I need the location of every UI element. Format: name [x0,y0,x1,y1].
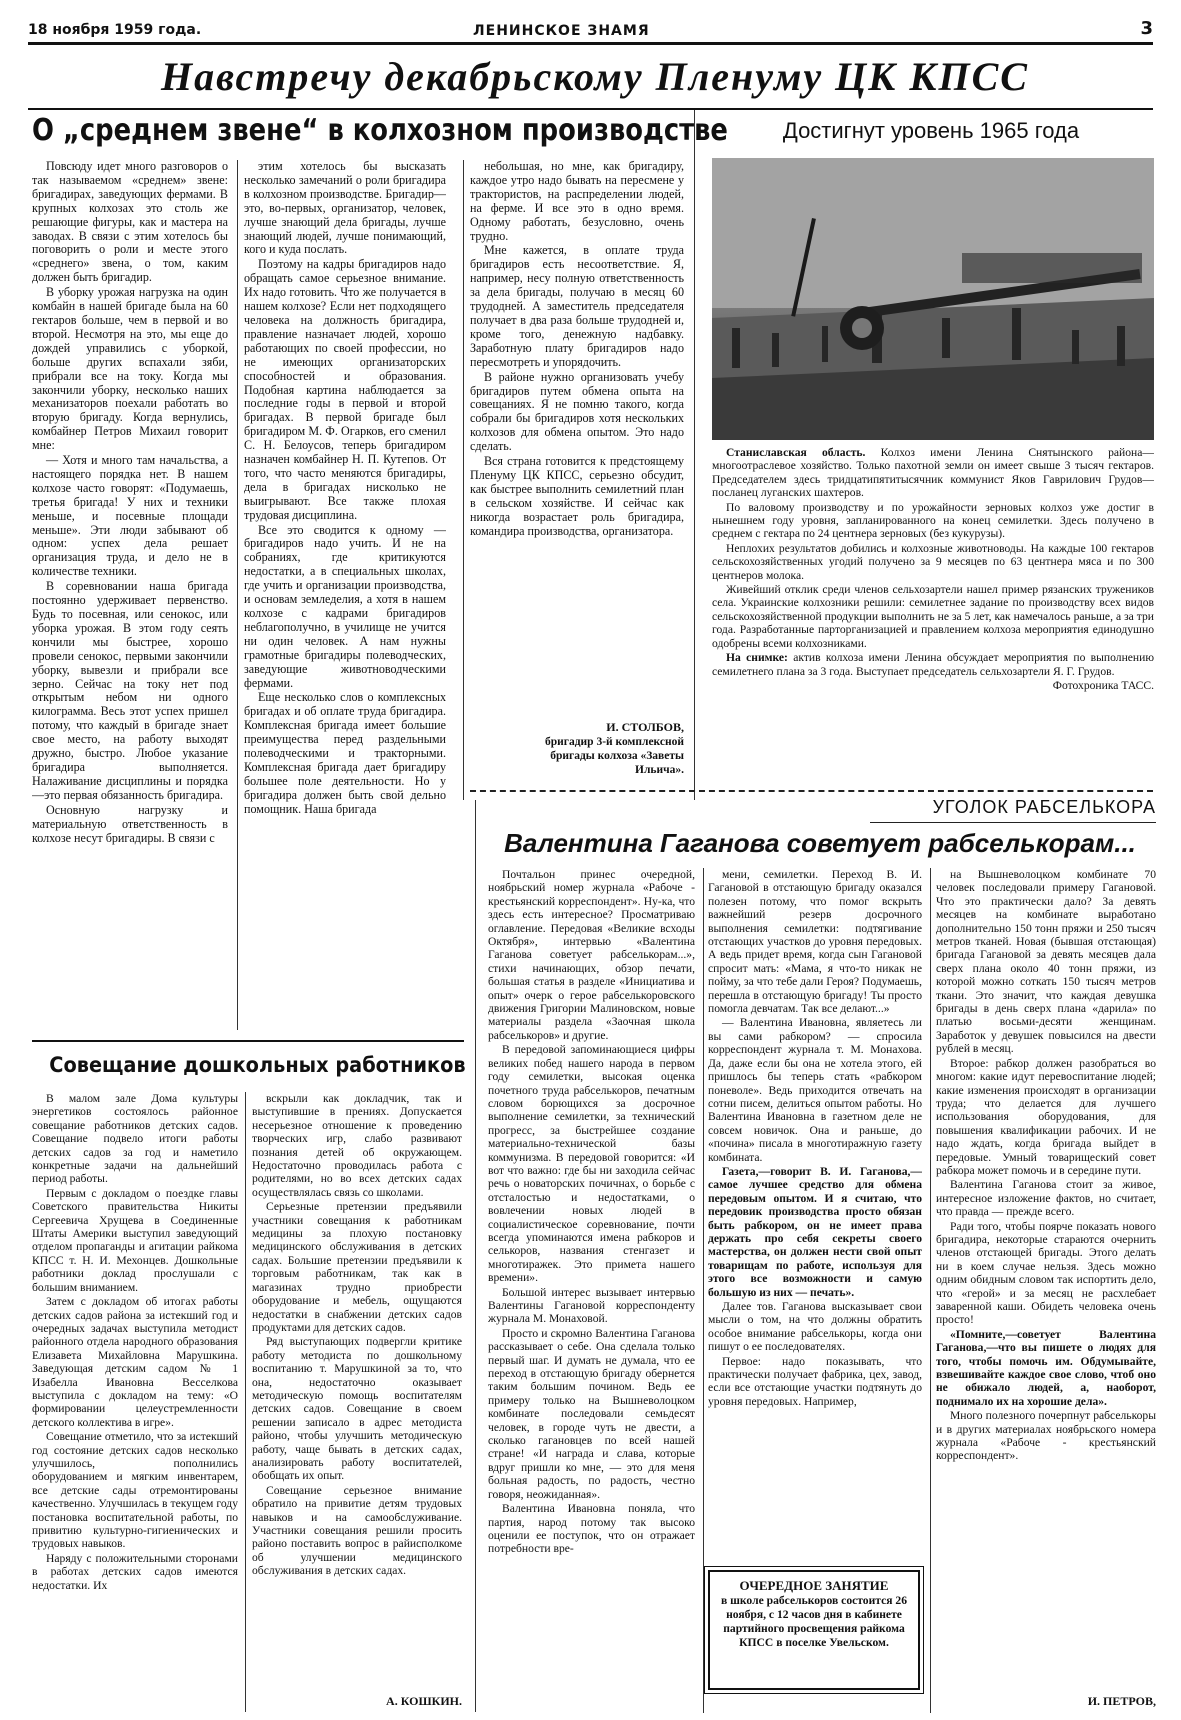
paragraph: В уборку урожая нагрузка на один комбайн в нашей бригаде была на 60 гектаров больше, чем в первой и во второй. Несмотря на это, мы еще до дождей управились с уборкой, больше других вспахали зяби, прибрали все на току. Когда мы закончили уборку, несколько наших механизаторов поехали работать во вторую бригаду. Когда вернулись, комбайнер Петров Михаил говорит мне: [32,285,228,453]
paragraph: Еще несколько слов о комплексных бригадах и об оплате труда бригадира. Комплексная бригада имеет большие преимущества перед раздельными полеводческими и тракторными. Комплексная бригада дает бригадиру большее поле деятельности. Но у бригадира должен быть свой дельно помощник. Наша бригада [244,690,446,816]
article1-headline: О „среднем звене“ в колхозном производстве [32,113,728,148]
paragraph: Все это сводится к одному — бригадиров надо учить. И не на собраниях, где критикуются недостатки, а в специальных школах, где учить и организации производства, и основам земледелия, а хотя в нашем колхозе с кадрами бригадиров неблагополучно, в училище не учится ни один человек. А нам нужны грамотные бригадиры полеводческих, заведующие животноводческими фермами. [244,522,446,690]
column-divider [475,800,476,1712]
article1-signature: И. СТОЛБОВ, [606,720,684,734]
column-divider [463,160,464,800]
photo-caption [712,446,1154,500]
notice-box [708,1570,920,1690]
paragraph: Валентина Гаганова стоит за живое, интересное изложение фактов, но считает, что правда — прежде всего. [936,1178,1156,1219]
paragraph: Первым с докладом о поездке главы Советского правительства Никиты Сергеевича Хрущева в Соединенные Штаты Америки выступил заведующий отделом пропаганды и агитации райкома КПСС т. Н. И. Мехонцев. Дошкольные работники доклад прослушали с большим вниманием. [32,1186,238,1294]
paragraph: Газета,—говорит В. И. Гаганова,—самое лучшее средство для обмена передовым опытом. И я считаю, что передовик производства просто обязан быть рабкором, он не имеет права держать про себя секреты своего мастерства, он должен нести свой опыт товарищам по работе, используя для этого все возможности и самую большую из них — печать». [708,1164,922,1299]
banner: Навстречу декабрьскому Пленуму ЦК КПСС [161,54,1029,99]
paragraph: Большой интерес вызывает интервью Валентины Гагановой корреспонденту журнала М. Монаховой. [488,1285,695,1326]
paragraph: Валентина Ивановна поняла, что партия, народ потому так высоко оценили ее поступок, что он отражает потребности вре- [488,1502,695,1556]
paragraph: «Помните,—советует Валентина Гаганова,—что вы пишете о людях для того, чтобы помочь им. Обдумывайте, взвешивайте каждое свое слово, чтоб оно не обижало людей, а, наоборот, поднимало их на хорошие дела». [936,1327,1156,1408]
paragraph: Наряду с положительными сторонами в работах детских садов имеются недостатки. Их [32,1551,238,1592]
paragraph: Повсюду идет много разговоров о так называемом «среднем» звене: бригадирах, заведующих фермами. В крупных колхозах это столь же решающие фигуры, как и мастера на заводах. В связи с этим хотелось бы поговорить о роли и месте этого «среднего» звена, о том, каким должен быть бригадир. [32,160,228,285]
paragraph: В районе нужно организовать учебу бригадиров путем обмена опыта на совещаниях. Я не помню такого, когда собрали бы бригадиров хотя нескольких колхозов для обмена опытом. Это надо сделать. [470,369,684,454]
notice-title: ОЧЕРЕДНОЕ ЗАНЯТИЕ [739,1578,889,1593]
paragraph: этим хотелось бы высказать несколько замечаний о роли бригадира в колхозном производстве. Бригадир—это, во-первых, организатор, человек, лучше знающий дела бригады, лучше знающий людей, лучше понимающий, кого и куда послать. [244,160,446,257]
paragraph: Поэтому на кадры бригадиров надо обращать самое серьезное внимание. Их надо готовить. Что же получается в нашем колхозе? Если нет подходящего человека на должность бригадира, правление назначает людей, хорошо работающих по своей профессии, но не имеющих организаторских способностей и образования. Подобная картина наблюдается за последние годы в первой и второй бригадах. В первой бригаде был бригадиром М. Ф. Огарков, его сменил С. Н. Белоусов, теперь бригадиром назначен комбайнер Н. П. Кутепов. От того, что часто меняются бригадиры, дела в бригадах нисколько не выигрывают. Все также плохая трудовая дисциплина. [244,257,446,522]
corner-col1 [488,868,695,1716]
photo-credit: Фотохроника ТАСС. [1052,678,1154,692]
corner-rule [870,822,1156,823]
paragraph: Просто и скромно Валентина Гаганова рассказывает о себе. Она сделала только первый шаг. И думать не думала, что ее переход в отстающую бригаду обернется таким большим почином. Ведь ее примеру только на Вышневолоцком комбинате последовали семьдесят человек, в городе чуть не двести, а сколько гагановцев по всей нашей стране! «И награда и слава, которые вдруг пришли ко мне, — это для меня больная радость, по радость, честно говоря, неожиданная». [488,1326,695,1501]
photo-scene-graphic [712,158,1154,440]
column-divider [694,110,695,800]
corner-col2 [708,868,922,1558]
paragraph: — Валентина Ивановна, являетесь ли вы сами рабкором? — спросила корреспондент журнала т. М. Монахова. Да, даже если бы она не хотела этого, ей пришлось бы теперь стать «рабкором поневоле». Ведь приходится отвечать на сотни писем, делиться опытом работы. Но Валентина Ивановна в газетном деле не совсем новичок. Она и раньше, до «почина» писала в многотиражную газету комбината. [708,1016,922,1164]
paragraph: Основную нагрузку и материальную ответственность в колхозе несут бригадиры. В связи с [32,802,228,845]
paragraph: Далее тов. Гаганова высказывает свои мысли о том, на что должны обратить особое внимание рабселькоры, когда они пишут о ее последователях. [708,1300,922,1354]
notice-text: в школе рабселькоров состоится 26 ноября, с 12 часов дня в кабинете партийного просвещения райкома КПСС в поселке Увельском. [720,1594,908,1649]
paragraph: В передовой запоминающиеся цифры великих побед нашего народа в первом году семилетки, высокая оценка почетного труда рабселькоров, печатным словом борющихся за досрочное выполнение семилетки, за технический прогресс, за быстрейшее создание материально-технической базы коммунизма. В передовой говорится: «И вот что важно: где бы ни заходила сейчас речь о новаторских почичнах, о борьбе с отсталостью и недостатками, о вовлечении новых людей в социалистическое соревнование, почти всегда упоминаются имена рабкоров и селькоров, названия стенгазет и многотиражек. Это примета нашего времени». [488,1043,695,1285]
column-divider [237,160,238,1030]
paragraph: Серьезные претензии предъявили участники совещания к работникам медицины за плохую постановку медицинского обслуживания в детских садах. Большие претензии предъявили к торговым работникам, так как в магазинах трудно приобрести оборудование и мебель, ощущаются недостатки в снабжении детских садов продуктами для детских садов. [252,1200,462,1334]
article3-headline: Совещание дошкольных работников [49,1053,466,1077]
paragraph: Второе: рабкор должен разобраться во многом: какие идут перевоспитание людей; какие изменения происходят в организации труда; что делается для лучшего использования оборудования, для повышения квалификации рабочих. И не надо ждать, когда бригада выйдет в передовые. Умный товарищеский совет рабкора может помочь и в середине пути. [936,1056,1156,1177]
column-divider [245,1092,246,1712]
caption-lead: Станиславская область. [726,446,866,459]
column-divider [930,868,931,1713]
paragraph: Почтальон принес очередной, ноябрьский номер журнала «Рабоче - крестьянский корреспондент». Ну-ка, что здесь есть интересное? Просматриваю оглавление. Передовая «Великие всходы Октября», интервью «Валентина Гаганова советует рабселькорам...», стихи начинающих, обзор печати, большая статья в разделе «Инициатива и опыт» очерк о герое рабселькоровского движения Григории Малиновском, новые материалы раздела «Заочная школа рабселькоров» и другие. [488,868,695,1042]
corner-headline: Валентина Гаганова советует рабселькорам... [504,828,1136,858]
paragraph: вскрыли как докладчик, так и выступившие в прениях. Допускается несерьезное отношение к проведению творческих игр, слабо развивают познания детей об окружающем. Недостаточно проводилась работа с родителями, но во всех детских садах осуществлялась связь со школами. [252,1092,462,1199]
paragraph: небольшая, но мне, как бригадиру, каждое утро надо бывать на пересмене у трактористов, на распределении людей, на ферме. И все это в одно время. Одному работать, безусловно, очень трудно. [470,160,684,243]
article2-headline: Достигнут уровень 1965 года [782,118,1080,143]
article3-signature: А. КОШКИН. [386,1694,462,1708]
paragraph: В соревновании наша бригада постоянно удерживает первенство. Будь то посевная, или сенокос, или уборка урожая. В этом году сеять кончили мы быстрее, хорошо провели сенокос, первыми закончили уборку, вывезли и прибрали все зерно. Сейчас на току нет под открытым небом ни одного килограмма. Весь этот успех пришел потому, что каждый в бригаде знает свое место, на работу выходят дружно, быстро. Любое указание бригадира выполняется. Налаживание дисциплины и порядка—это первая обязанность бригадира. [32,579,228,802]
paragraph: Вся страна готовится к предстоящему Пленуму ЦК КПСС, серьезно обсудит, как быстрее выполнить семилетний план в сельском хозяйстве. И сейчас как никогда возрастает роль бригадира, командира производства, организатора. [470,454,684,538]
paragraph: — Хотя и много там начальства, а настоящего порядка нет. В нашем колхозе часто говорят: «Подумаешь, третья бригада! У них и техники меньше, и посевные площади меньше». Эти люди забывают об одном: успех дела решает организация труда, и дело не в количестве техники. [32,453,228,579]
paragraph: Совещание отметило, что за истекший год состояние детских садов несколько улучшилось, пополнились оборудованием и мягким инвентарем, все детские сады отремонтированы качественно. Улучшилась в текущем году постановка воспитательной работы, по привитию культурно-гигиенических и трудовых навыков. [32,1430,238,1551]
page-number: 3 [1140,18,1153,39]
corner-col3 [936,868,1156,1690]
photo-note-lead: На снимке: [726,651,788,665]
corner-rubric: УГОЛОК РАБСЕЛЬКОРА [932,797,1156,817]
newspaper-name: ЛЕНИНСКОЕ ЗНАМЯ [473,23,650,39]
article1-col2 [244,160,446,1032]
masthead-rule [28,42,1153,45]
column-divider [703,868,704,1713]
article2-body [712,446,1154,786]
article1-signature-role: бригадир 3-й комплексной бригады колхоза «Заветы Ильича». [544,736,684,776]
article1-col1 [32,160,228,1032]
paragraph: Неплохих результатов добились и колхозные животноводы. На каждые 100 гектаров сельскохозяйственных угодий получено за 9 месяцев по 63 центнера мяса и по 300 центнеров молока. [712,541,1154,582]
paragraph: Мне кажется, в оплате труда бригадиров есть несоответствие. Я, например, несу полную ответственность за дела бригады, получаю в месяц 60 трудодней. А заместитель председателя получает в два раза больше трудодней и, кроме того, денежную надбавку. Заработную плату бригадиров надо пересмотреть и упорядочить. [470,243,684,369]
paragraph: Совещание серьезное внимание обратило на привитие детям трудовых навыков и на самообслуживание. Участники совещания решили просить районо поставить вопрос в райисполкоме об улучшении медицинского обслуживания в детских садах. [252,1483,462,1578]
caption-text: Колхоз имени Ленина Снятынского района—многоотраслевое хозяйство. Только пахотной земли он имеет свыше 3 тысяч гектаров. Председателем здесь тридцатипятитысячник коммунист Яков Гаврилович Грудов— посланец луганских шахтеров. [712,446,1154,500]
paragraph: на Вышневолоцком комбинате 70 человек последовали примеру Гагановой. Что это практически дало? За девять месяцев на комбинате выработано дополнительно 150 тонн пряжи и 250 тысяч метров тканей. Новая (бывшая отстающая) бригада Гагановой за девять месяцев дала сверх плана около 40 тонн пряжи, из которой можно соткать 150 тысяч метров ткани. Это значит, что каждая девушка бригады в день сверх плана «дарила» по платью восьми-десяти женщинам. Заработок у девушек повысился на двести рублей в месяц. [936,868,1156,1056]
paragraph: мени, семилетки. Переход В. И. Гагановой в отстающую бригаду оказался полезен потому, что помог вскрыть важнейший резерв досрочного выполнения семилетки: подтягивание отстающих участков до уровня передовых. А ведь придет время, когда сын Гагановой спросит мать: «Мама, я что-то никак не пойму, за что тебе дали Героя? Подумаешь, перешла в отстающую бригаду! Ты просто помогла девчатам. Так все делают...» [708,868,922,1016]
masthead [28,14,1153,40]
issue-date: 18 ноября 1959 года. [28,22,202,38]
paragraph: Живейший отклик среди членов сельхозартели нашел пример рязанских тружеников села. Украинские колхозники решили: семилетнее задание по производству всех видов сельскохозяйственной продукции выполнить не за 5 лет, как намечалось раньше, а за три года. Разработанные парторганизацией и правлением колхоза мероприятия единодушно одобрены всеми колхозниками. [712,583,1154,650]
section-rule [470,790,1153,792]
article3-col1 [32,1092,238,1714]
paragraph: Ради того, чтобы поярче показать нового бригадира, некоторые стараются очернить членов отстающей бригады. Этого делать ни в коем случае нельзя. Здесь можно одним обидным словом так испортить дело, что «герой» и за месяц не расхлебает заваренной каши. Обидеть человека очень просто! [936,1219,1156,1327]
photo-note-text: актив колхоза имени Ленина обсуждает мероприятия по выполнению семилетнего плана за 3 года. Выступает председатель сельхозартели Я. Г. Грудов. [712,651,1154,678]
news-photo [712,158,1154,440]
article3-col2 [252,1092,462,1690]
paragraph: Затем с докладом об итогах работы детских садов района за истекший год и очередных задачах выступила методист районного отдела народного образования Елизавета Михайловна Марушкина. Заведующая детским садом № 1 Изабелла Ивановна Весселкова выступила с докладом на тему: «О формировании целеустремленности детского коллектива в игре». [32,1295,238,1429]
paragraph: По валовому производству и по урожайности зерновых колхоз уже достиг в нынешнем году уровня, запланированного на конец семилетки. Здесь получено в среднем с гектара по 24 центнера зерновых (без кукурузы). [712,500,1154,541]
paragraph: Много полезного почерпнут рабселькоры и в других материалах ноябрьского номера журнала «Рабоче - крестьянский корреспондент». [936,1409,1156,1463]
article1-col3 [470,160,684,720]
photo-note [712,651,1154,678]
corner-signature: И. ПЕТРОВ, [1087,1694,1156,1708]
paragraph: В малом зале Дома культуры энергетиков состоялось районное совещание работников детских садов. Совещание подвело итоги работы детских садов за год и наметило конкретные задачи на дальнейший период работы. [32,1092,238,1186]
paragraph: Ряд выступающих подвергли критике работу методиста по дошкольному воспитанию т. Марушкиной за то, что она, недостаточно оказывает методическую помощь воспитателям детских садов. Совещание в своем решении записало в адрес методиста районо, чтобы улучшить методическую работу, чаще бывать в детских садах, анализировать работу воспитателей, обобщать их опыт. [252,1335,462,1483]
section-rule [32,1040,464,1042]
paragraph: Первое: надо показывать, что практически получает фабрика, цех, завод, если все отстающие участки подтянуть до уровня передовых. Например, [708,1354,922,1408]
